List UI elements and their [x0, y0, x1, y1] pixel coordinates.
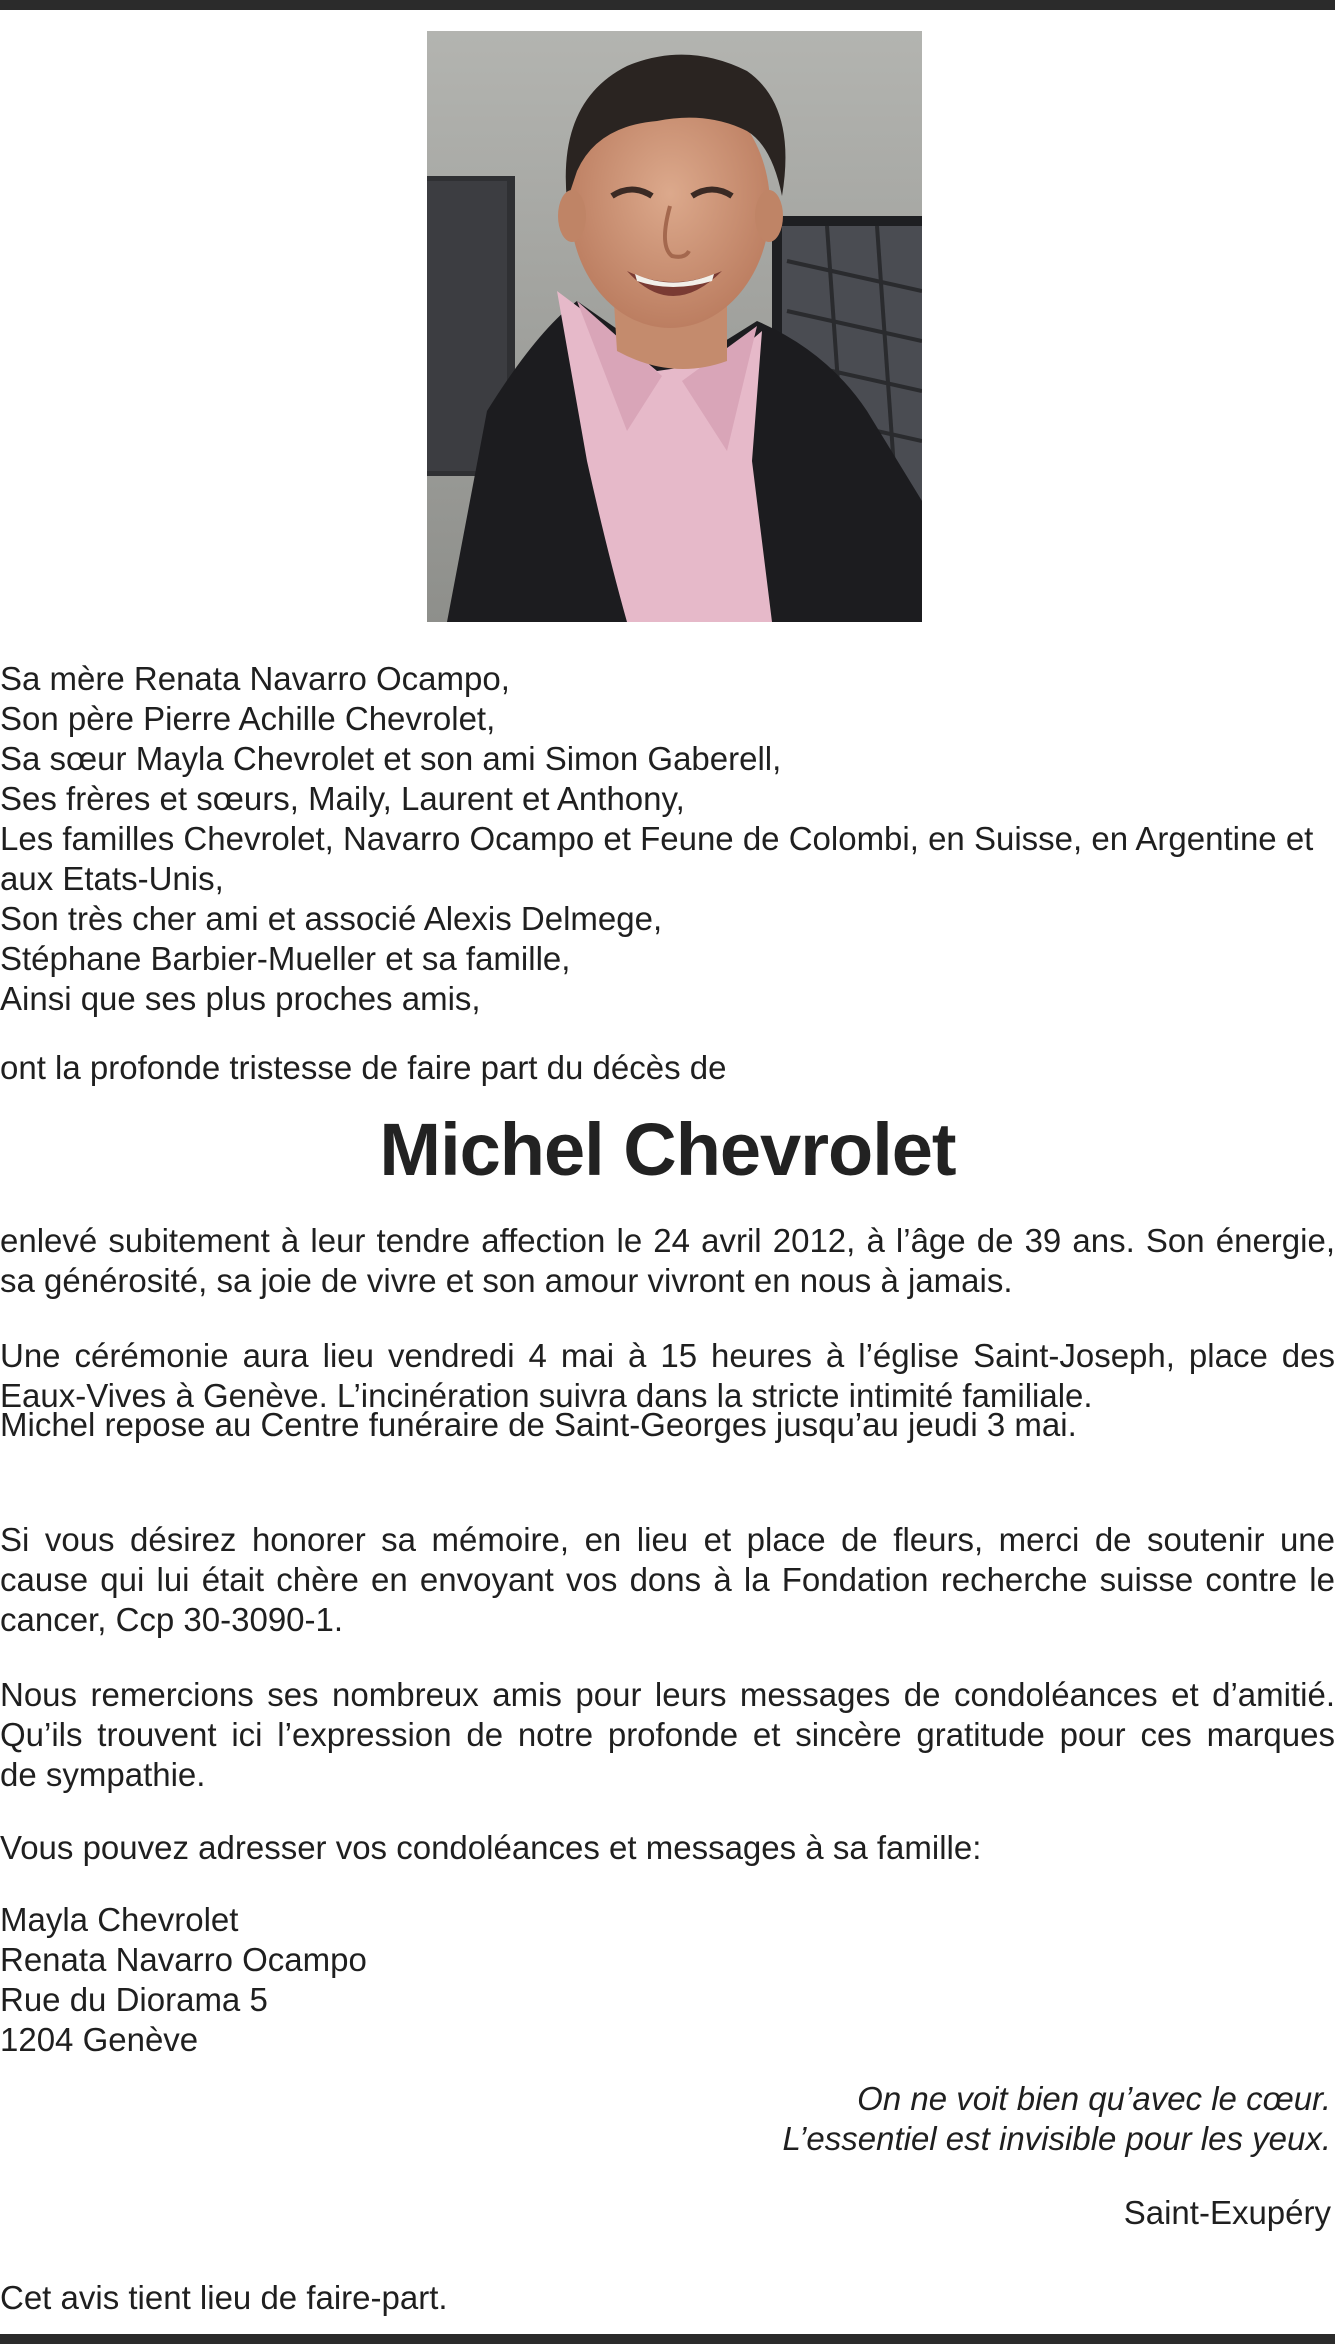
paragraph-line: enlevé subitement à leur tendre affection le 24 avril 2012, à l’âge de 39 ans. Son énergie,	[0, 1222, 1335, 1259]
deceased-name: Michel Chevrolet	[379, 1108, 956, 1191]
paragraph-repose: Michel repose au Centre funéraire de Saint-Georges jusqu’au jeudi 3 mai.	[0, 1406, 1077, 1443]
family-line: Les familles Chevrolet, Navarro Ocampo et Feune de Colombi, en Suisse, en Argentine et	[0, 820, 1314, 857]
announcement-text: ont la profonde tristesse de faire part du décès de	[0, 1049, 727, 1086]
quote-line: L’essentiel est invisible pour les yeux.	[782, 2120, 1331, 2157]
paragraph-line: de sympathie.	[0, 1756, 206, 1793]
paragraph-thanks	[0, 1675, 1335, 1795]
family-line: Ses frères et sœurs, Maily, Laurent et Anthony,	[0, 780, 685, 817]
family-line: Sa mère Renata Navarro Ocampo,	[0, 660, 510, 697]
family-line: Stéphane Barbier-Mueller et sa famille,	[0, 940, 571, 977]
paragraph-line: Qu’ils trouvent ici l’expression de notre profonde et sincère gratitude pour ces marques	[0, 1716, 1335, 1753]
family-line: Sa sœur Mayla Chevrolet et son ami Simon Gaberell,	[0, 740, 782, 777]
paragraph-line: sa générosité, sa joie de vivre et son amour vivront en nous à jamais.	[0, 1262, 1013, 1299]
top-rule	[0, 0, 1335, 10]
bottom-rule	[0, 2334, 1335, 2344]
family-line: Ainsi que ses plus proches amis,	[0, 980, 481, 1017]
quote	[0, 2079, 1331, 2159]
family-line: Son père Pierre Achille Chevrolet,	[0, 700, 496, 737]
family-line: aux Etats-Unis,	[0, 860, 224, 897]
family-list	[0, 659, 1335, 1019]
paragraph-ceremony	[0, 1336, 1335, 1416]
address-line: Mayla Chevrolet	[0, 1901, 239, 1938]
address-line: Renata Navarro Ocampo	[0, 1941, 367, 1978]
address-line: Rue du Diorama 5	[0, 1981, 268, 2018]
paragraph-line: Une cérémonie aura lieu vendredi 4 mai à 15 heures à l’église Saint-Joseph, place des	[0, 1337, 1335, 1374]
portrait-illustration	[427, 31, 922, 622]
portrait-photo	[427, 31, 922, 622]
paragraph-line: Eaux-Vives à Genève. L’incinération suivra dans la stricte intimité familiale.	[0, 1377, 1093, 1414]
paragraph-affection	[0, 1221, 1335, 1301]
paragraph-donations	[0, 1520, 1335, 1640]
paragraph-line: cause qui lui était chère en envoyant vos dons à la Fondation recherche suisse contre le	[0, 1561, 1335, 1598]
paragraph-line: Nous remercions ses nombreux amis pour leurs messages de condoléances et d’amitié.	[0, 1676, 1335, 1713]
family-address	[0, 1900, 1335, 2060]
paragraph-line: cancer, Ccp 30-3090-1.	[0, 1601, 344, 1638]
family-line: Son très cher ami et associé Alexis Delmege,	[0, 900, 663, 937]
quote-author: Saint-Exupéry	[1123, 2194, 1331, 2231]
closing-note: Cet avis tient lieu de faire-part.	[0, 2279, 448, 2316]
quote-line: On ne voit bien qu’avec le cœur.	[857, 2080, 1331, 2117]
paragraph-condolences: Vous pouvez adresser vos condoléances et messages à sa famille:	[0, 1829, 982, 1866]
paragraph-line: Si vous désirez honorer sa mémoire, en lieu et place de fleurs, merci de soutenir une	[0, 1521, 1335, 1558]
address-line: 1204 Genève	[0, 2021, 199, 2058]
